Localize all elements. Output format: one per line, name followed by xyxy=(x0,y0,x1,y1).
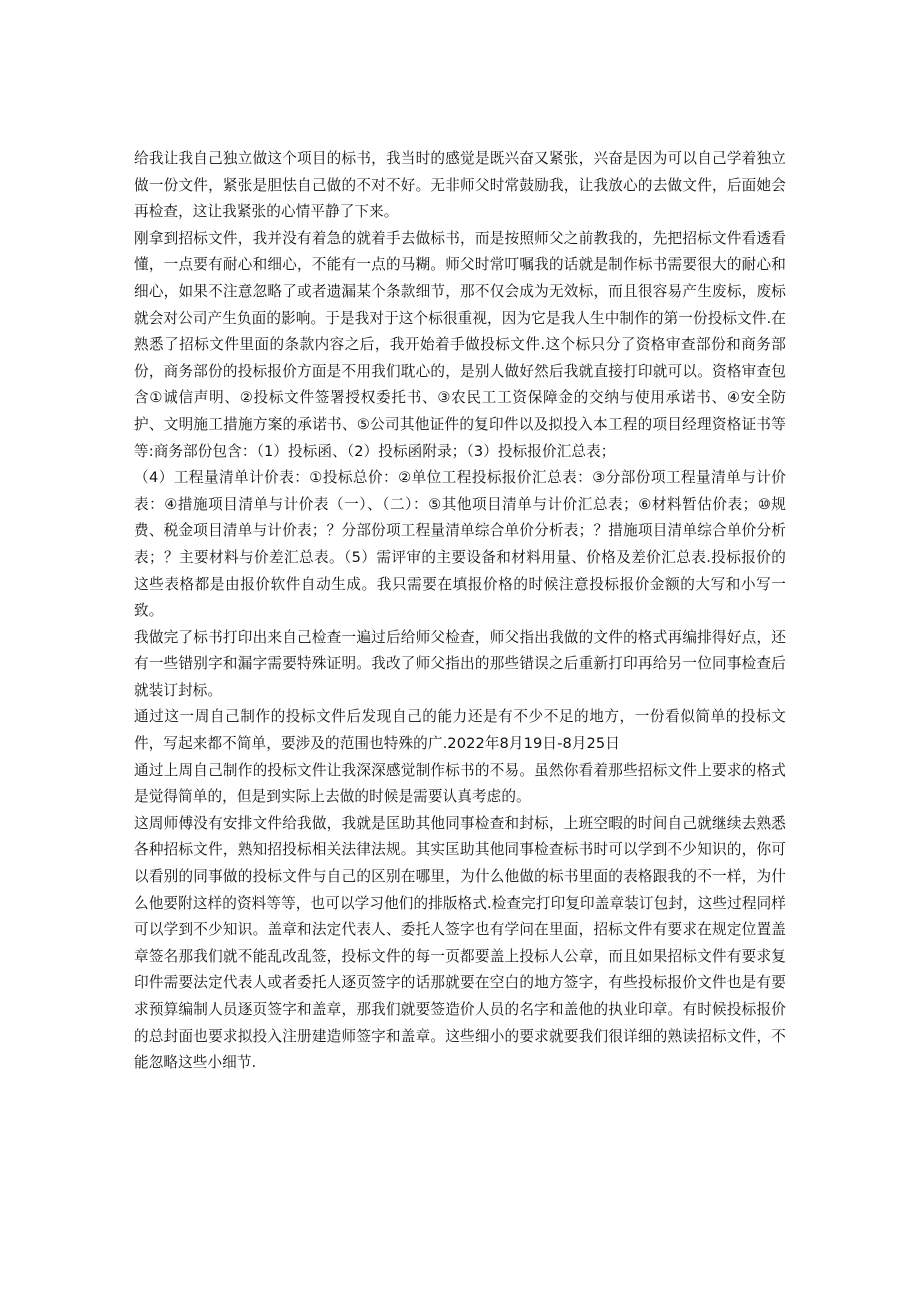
paragraph-3: （4）工程量清单计价表：①投标总价：②单位工程投标报价汇总表：③分部份项工程量清单与计价表：④措施项目清单与计价表（一）、（二）：⑤其他项目清单与计价汇总表；⑥材料暂估价表；⑩规费、税金项目清单与计价表；？分部份项工程量清单综合单价分析表；？措施项目清单综合单价分析表；？主要材料与价差汇总表。（5）需评审的主要设备和材料用量、价格及差价汇总表.投标报价的这些表格都是由报价软件自动生成。我只需要在填报价格的时候注意投标报价金额的大写和小写一致。 xyxy=(134,469,786,620)
paragraph-1: 给我让我自己独立做这个项目的标书，我当时的感觉是既兴奋又紧张，兴奋是因为可以自己学着独立做一份文件，紧张是胆怯自己做的不对不好。无非师父时常鼓励我，让我放心的去做文件，后面她会再检查，这让我紧张的心情平静了下来。 xyxy=(134,150,786,221)
paragraph-2: 刚拿到招标文件，我并没有着急的就着手去做标书，而是按照师父之前教我的，先把招标文件看透看懂，一点要有耐心和细心，不能有一点的马糊。师父时常叮嘱我的话就是制作标书需要很大的耐心和细心，如果不注意忽略了或者遗漏某个条款细节，那不仅会成为无效标，而且很容易产生废标，废标就会对公司产生负面的影响。于是我对于这个标很重视，因为它是我人生中制作的第一份投标文件.在熟悉了招标文件里面的条款内容之后，我开始着手做投标文件.这个标只分了资格审查部份和商务部份，商务部份的投标报价方面是不用我们耽心的，是别人做好然后我就直接打印就可以。资格审查包含①诚信声明、②投标文件签署授权委托书、③农民工工资保障金的交纳与使用承诺书、④安全防护、文明施工措施方案的承诺书、⑤公司其他证件的复印件以及拟投入本工程的项目经理资格证书等等:商务部份包含：（1）投标函、（2）投标函附录；（3）投标报价汇总表； xyxy=(134,229,786,460)
paragraph-5: 通过这一周自己制作的投标文件后发现自己的能力还是有不少不足的地方，一份看似简单的投标文件，写起来都不简单，要涉及的范围也特殊的广.2022年8月19日-8月25日 xyxy=(134,708,786,753)
document-body xyxy=(134,146,786,1077)
paragraph-6: 通过上周自己制作的投标文件让我深深感觉制作标书的不易。虽然你看着那些招标文件上要求的格式是觉得简单的，但是到实际上去做的时候是需要认真考虑的。 xyxy=(134,761,786,806)
paragraph-7: 这周师傅没有安排文件给我做，我就是匡助其他同事检查和封标，上班空暇的时间自己就继续去熟悉各种招标文件，熟知招投标相关法律法规。其实匡助其他同事检查标书时可以学到不少知识的，你可以看别的同事做的投标文件与自己的区别在哪里，为什么他做的标书里面的表格跟我的不一样，为什么他要附这样的资料等等，也可以学习他们的排版格式.检查完打印复印盖章装订包封，这些过程同样可以学到不少知识。盖章和法定代表人、委托人签字也有学问在里面，招标文件有要求在规定位置盖章签名那我们就不能乱改乱签，投标文件的每一页都要盖上投标人公章，而且如果招标文件有要求复印件需要法定代表人或者委托人逐页签字的话那就要在空白的地方签字，有些投标报价文件也是有要求预算编制人员逐页签字和盖章，那我们就要签造价人员的名字和盖他的执业印章。有时候投标报价的总封面也要求拟投入注册建造师签字和盖章。这些细小的要求就要我们很详细的熟读招标文件，不能忽略这些小细节. xyxy=(134,814,786,1072)
paragraph-4: 我做完了标书打印出来自己检查一遍过后给师父检查，师父指出我做的文件的格式再编排得好点，还有一些错别字和漏字需要特殊证明。我改了师父指出的那些错误之后重新打印再给另一位同事检查后就装订封标。 xyxy=(134,628,786,699)
